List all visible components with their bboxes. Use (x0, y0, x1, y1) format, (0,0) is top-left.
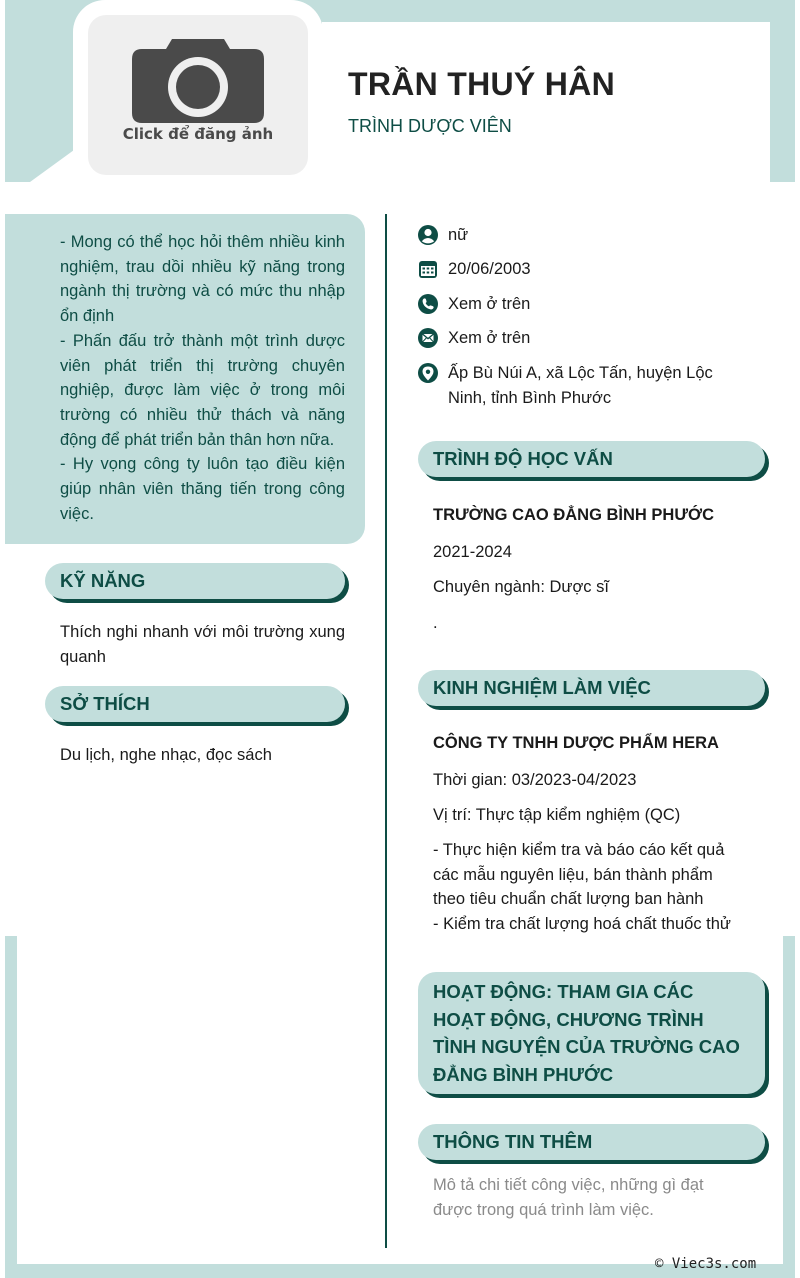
column-divider (385, 214, 387, 1248)
education-school: TRƯỜNG CAO ĐẲNG BÌNH PHƯỚC (433, 506, 715, 524)
phone-value: Xem ở trên (448, 295, 531, 313)
copyright-text: © Viec3s.com (655, 1256, 757, 1272)
contact-email (418, 326, 748, 352)
additional-info-heading: THÔNG TIN THÊM (418, 1124, 765, 1160)
activities-heading: HOẠT ĐỘNG: THAM GIA CÁC HOẠT ĐỘNG, CHƯƠNG TRÌNH TÌNH NGUYỆN CỦA TRƯỜNG CAO ĐẲNG BÌNH PHƯỚC (418, 972, 765, 1094)
skills-text: Thích nghi nhanh với môi trường xung quanh (60, 623, 345, 666)
skills-heading: KỸ NĂNG (45, 563, 345, 599)
experience-description: - Thực hiện kiểm tra và báo cáo kết quả các mẫu nguyên liệu, bán thành phẩm theo tiêu chuẩn chất lượng ban hành - Kiểm tra chất lượng hoá chất thuốc thử (433, 841, 731, 934)
contact-phone (418, 292, 748, 318)
education-note: . (433, 614, 438, 632)
education-years: 2021-2024 (433, 543, 512, 561)
objective-text: - Mong có thể học hỏi thêm nhiều kinh nghiệm, trau dồi nhiều kỹ năng trong ngành thị trường và có mức thu nhập ổn định - Phấn đấu trở thành một trình dược viên phát triển thị trường chuyên nghiệp, được làm việc ở trong môi trường có nhiều thử thách và năng động để phát triển bản thân hơn nữa. - Hy vọng công ty luôn tạo điều kiện giúp nhân viên thăng tiến trong công việc. (60, 233, 345, 523)
location-icon (418, 363, 438, 383)
experience-period: Thời gian: 03/2023-04/2023 (433, 771, 637, 789)
calendar-icon (418, 259, 438, 279)
email-icon (418, 328, 438, 348)
user-icon (418, 225, 438, 245)
email-value: Xem ở trên (448, 329, 531, 347)
corner-decoration (30, 150, 74, 182)
experience-heading: KINH NGHIỆM LÀM VIỆC (418, 670, 765, 706)
education-heading: TRÌNH ĐỘ HỌC VẤN (418, 441, 765, 477)
hobbies-text: Du lịch, nghe nhạc, đọc sách (60, 746, 272, 764)
camera-icon (132, 39, 264, 123)
photo-upload[interactable] (88, 15, 308, 175)
experience-company: CÔNG TY TNHH DƯỢC PHẨM HERA (433, 734, 719, 752)
contact-gender (418, 223, 748, 249)
education-major: Chuyên ngành: Dược sĩ (433, 578, 609, 596)
hobbies-heading: SỞ THÍCH (45, 686, 345, 722)
address-value: Ấp Bù Núi A, xã Lộc Tấn, huyện Lộc Ninh, tỉnh Bình Phước (448, 364, 713, 407)
gender-value: nữ (448, 226, 469, 244)
phone-icon (418, 294, 438, 314)
additional-info-placeholder[interactable]: Mô tả chi tiết công việc, những gì đạt được trong quá trình làm việc. (433, 1176, 704, 1219)
candidate-name: TRẦN THUÝ HÂN (348, 66, 615, 102)
job-title: TRÌNH DƯỢC VIÊN (348, 116, 512, 136)
photo-caption: Click để đăng ảnh (122, 125, 274, 143)
experience-position: Vị trí: Thực tập kiểm nghiệm (QC) (433, 806, 681, 824)
contact-address (418, 361, 748, 411)
contact-birthday (418, 257, 748, 283)
birthday-value: 20/06/2003 (448, 260, 531, 278)
